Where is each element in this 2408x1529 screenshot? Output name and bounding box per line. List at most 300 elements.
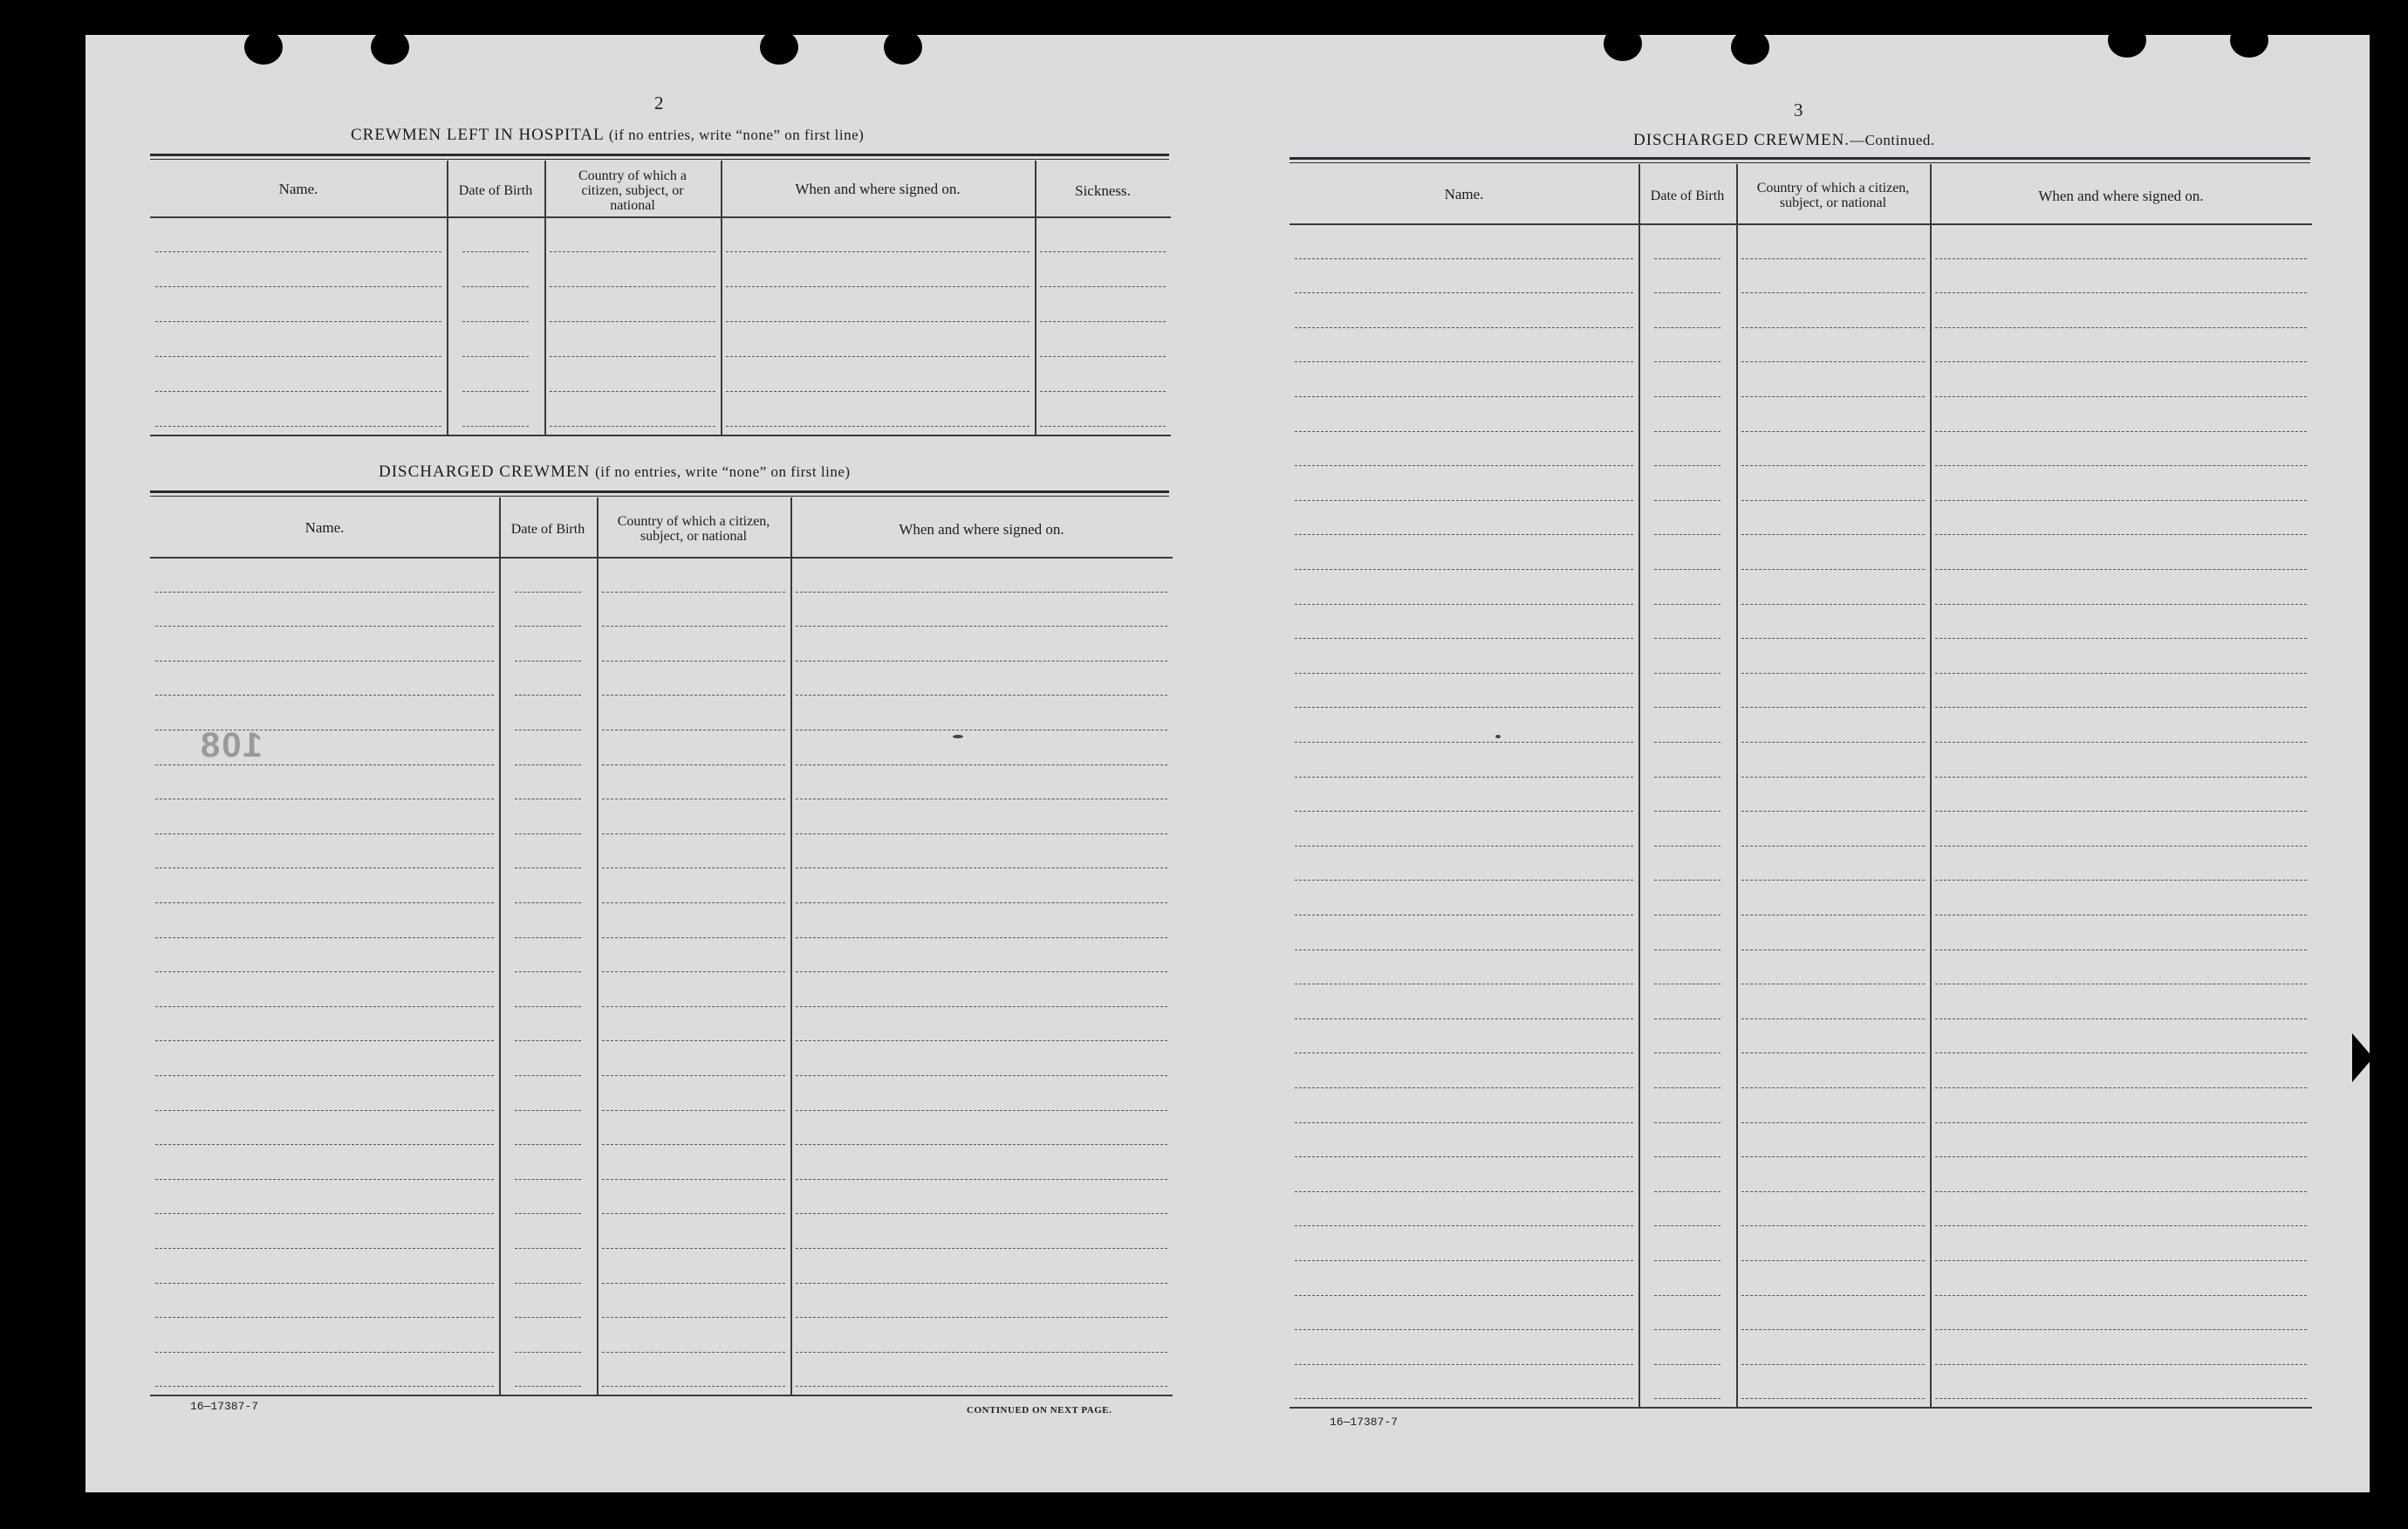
ruled-line bbox=[1741, 292, 1925, 293]
col-header-date-of-birth: Date of Birth bbox=[510, 521, 585, 537]
continued-next-page: CONTINUED ON NEXT PAGE. bbox=[967, 1405, 1112, 1416]
ruled-line bbox=[1295, 1156, 1633, 1157]
ruled-line bbox=[602, 626, 785, 627]
ruled-line bbox=[1741, 777, 1925, 778]
ruled-line bbox=[726, 391, 1030, 392]
ruled-line bbox=[1741, 880, 1925, 881]
discharged-continued-title bbox=[1633, 131, 1935, 150]
ruled-line bbox=[1741, 811, 1925, 812]
punch-hole bbox=[884, 30, 922, 65]
ruled-line bbox=[515, 1179, 581, 1180]
col-header-signed-on: When and where signed on. bbox=[795, 180, 961, 197]
ruled-line bbox=[155, 592, 494, 593]
ruled-line bbox=[796, 833, 1167, 834]
column-rule bbox=[790, 497, 792, 1395]
ruled-line bbox=[515, 833, 581, 834]
col-header-name: Name. bbox=[304, 518, 345, 536]
ruled-line bbox=[1654, 880, 1720, 881]
ruled-line bbox=[155, 1144, 494, 1145]
ruled-line bbox=[796, 1179, 1167, 1180]
punch-hole bbox=[760, 30, 798, 65]
ruled-line bbox=[155, 391, 441, 392]
hospital-section-title bbox=[351, 126, 864, 145]
ruled-line bbox=[1040, 391, 1166, 392]
ruled-line bbox=[1295, 1225, 1633, 1226]
ruled-line bbox=[515, 971, 581, 972]
discharged-table bbox=[150, 497, 1173, 1398]
ruled-line bbox=[1654, 1364, 1720, 1365]
ruled-line bbox=[1935, 1018, 2307, 1019]
ruled-line bbox=[1295, 534, 1633, 535]
column-rule bbox=[1638, 164, 1640, 1407]
ruled-line bbox=[796, 695, 1167, 696]
col-header-signed-on: When and where signed on. bbox=[899, 520, 1064, 538]
header-rule bbox=[150, 557, 1173, 559]
ruled-line bbox=[1295, 431, 1633, 432]
header-rule bbox=[150, 216, 1171, 218]
ruled-line bbox=[1295, 673, 1633, 674]
ruled-line bbox=[1935, 1364, 2307, 1365]
ruled-line bbox=[515, 764, 581, 765]
ruled-line bbox=[515, 592, 581, 593]
hospital-top-rule bbox=[150, 154, 1169, 160]
ruled-line bbox=[1741, 1018, 1925, 1019]
ruled-line bbox=[602, 1386, 785, 1387]
ruled-line bbox=[1654, 1225, 1720, 1226]
ruled-line bbox=[155, 426, 441, 427]
punch-hole bbox=[2230, 23, 2268, 58]
ruled-line bbox=[462, 391, 529, 392]
ruled-line bbox=[796, 1144, 1167, 1145]
ruled-line bbox=[1741, 742, 1925, 743]
ruled-line bbox=[1654, 1329, 1720, 1330]
ruled-line bbox=[1741, 1225, 1925, 1226]
ruled-line bbox=[515, 626, 581, 627]
ruled-line bbox=[1935, 1295, 2307, 1296]
ruled-line bbox=[1295, 1018, 1633, 1019]
ruled-line bbox=[550, 391, 715, 392]
ruled-line bbox=[515, 1075, 581, 1076]
hospital-table bbox=[150, 161, 1171, 436]
ruled-line bbox=[1295, 638, 1633, 639]
ruled-line bbox=[1654, 361, 1720, 362]
ruled-line bbox=[1295, 742, 1633, 743]
ruled-line bbox=[1295, 500, 1633, 501]
ruled-line bbox=[1741, 361, 1925, 362]
ruled-line bbox=[796, 1283, 1167, 1284]
ruled-line bbox=[1935, 777, 2307, 778]
ruled-line bbox=[515, 1006, 581, 1007]
ruled-line bbox=[1935, 258, 2307, 259]
ruled-line bbox=[1935, 569, 2307, 570]
ruled-line bbox=[726, 356, 1030, 357]
ruled-line bbox=[1040, 356, 1166, 357]
ruled-line bbox=[1295, 327, 1633, 328]
ruled-line bbox=[155, 661, 494, 662]
ruled-line bbox=[1040, 286, 1166, 287]
ruled-line bbox=[796, 764, 1167, 765]
ruled-line bbox=[550, 426, 715, 427]
ruled-line bbox=[515, 902, 581, 903]
ruled-line bbox=[1935, 1052, 2307, 1053]
ruled-line bbox=[1741, 638, 1925, 639]
punch-hole bbox=[1731, 30, 1769, 65]
ruled-line bbox=[515, 1110, 581, 1111]
ruled-line bbox=[462, 286, 529, 287]
ruled-line bbox=[796, 1006, 1167, 1007]
ruled-line bbox=[1654, 396, 1720, 397]
ruled-line bbox=[1935, 673, 2307, 674]
ruled-line bbox=[462, 251, 529, 252]
ruled-line bbox=[1741, 431, 1925, 432]
hospital-title-note: (if no entries, write “none” on first line) bbox=[608, 127, 865, 143]
ruled-line bbox=[1741, 258, 1925, 259]
ruled-line bbox=[155, 867, 494, 868]
ruled-line bbox=[1935, 500, 2307, 501]
ruled-line bbox=[1295, 604, 1633, 605]
ruled-line bbox=[602, 867, 785, 868]
ruled-line bbox=[726, 321, 1030, 322]
ink-speck bbox=[953, 735, 963, 738]
ruled-line bbox=[1040, 321, 1166, 322]
ruled-line bbox=[1654, 1295, 1720, 1296]
ruled-line bbox=[602, 971, 785, 972]
ruled-line bbox=[515, 1283, 581, 1284]
ruled-line bbox=[1654, 534, 1720, 535]
ruled-line bbox=[796, 867, 1167, 868]
ruled-line bbox=[1741, 569, 1925, 570]
ruled-line bbox=[1295, 777, 1633, 778]
column-rule bbox=[721, 161, 722, 435]
discharged-continued-title-text: DISCHARGED CREWMEN. bbox=[1633, 131, 1850, 149]
ruled-line bbox=[796, 971, 1167, 972]
ruled-line bbox=[1654, 1122, 1720, 1123]
ruled-line bbox=[1295, 846, 1633, 847]
ruled-line bbox=[602, 1317, 785, 1318]
ruled-line bbox=[1741, 1122, 1925, 1123]
ruled-line bbox=[796, 661, 1167, 662]
bottom-rule bbox=[1290, 1407, 2312, 1409]
ruled-line bbox=[1741, 500, 1925, 501]
ruled-line bbox=[796, 1075, 1167, 1076]
ruled-line bbox=[155, 1317, 494, 1318]
ruled-line bbox=[155, 971, 494, 972]
ruled-line bbox=[1654, 1052, 1720, 1053]
ruled-line bbox=[515, 1040, 581, 1041]
ruled-line bbox=[1654, 673, 1720, 674]
ruled-line bbox=[1741, 1260, 1925, 1261]
ruled-line bbox=[1295, 1295, 1633, 1296]
ruled-line bbox=[155, 1075, 494, 1076]
ruled-line bbox=[1935, 1122, 2307, 1123]
ruled-line bbox=[1935, 534, 2307, 535]
ruled-line bbox=[1935, 1225, 2307, 1226]
ruled-line bbox=[1654, 258, 1720, 259]
ruled-line bbox=[1654, 777, 1720, 778]
ruled-line bbox=[1935, 811, 2307, 812]
ruled-line bbox=[515, 867, 581, 868]
ruled-line bbox=[1295, 1260, 1633, 1261]
column-rule bbox=[1930, 164, 1932, 1407]
ruled-line bbox=[1295, 569, 1633, 570]
discharged-continued-table bbox=[1290, 164, 2312, 1410]
ruled-line bbox=[515, 661, 581, 662]
column-rule bbox=[597, 497, 599, 1395]
ruled-line bbox=[796, 626, 1167, 627]
ruled-line bbox=[1654, 604, 1720, 605]
ruled-line bbox=[1295, 1122, 1633, 1123]
page-number-right: 3 bbox=[1794, 99, 1803, 120]
ruled-line bbox=[155, 1179, 494, 1180]
col-header-country: Country of which a citizen, subject, or national bbox=[617, 514, 770, 544]
ruled-line bbox=[155, 1006, 494, 1007]
ruled-line bbox=[796, 1110, 1167, 1111]
ruled-line bbox=[1741, 673, 1925, 674]
ruled-line bbox=[1741, 1191, 1925, 1192]
form-number-left: 16—17387-7 bbox=[190, 1400, 259, 1413]
ruled-line bbox=[602, 937, 785, 938]
punch-hole bbox=[244, 30, 283, 65]
ruled-line bbox=[602, 833, 785, 834]
ruled-line bbox=[462, 356, 529, 357]
column-rule bbox=[1736, 164, 1738, 1407]
ruled-line bbox=[726, 426, 1030, 427]
ruled-line bbox=[1935, 1087, 2307, 1088]
ruled-line bbox=[1654, 1156, 1720, 1157]
ruled-line bbox=[1935, 1156, 2307, 1157]
ruled-line bbox=[1935, 638, 2307, 639]
ruled-line bbox=[1295, 1364, 1633, 1365]
col-header-name: Name. bbox=[278, 180, 318, 197]
ruled-line bbox=[550, 286, 715, 287]
ruled-line bbox=[515, 1386, 581, 1387]
ruled-line bbox=[515, 1352, 581, 1353]
ruled-line bbox=[155, 1352, 494, 1353]
punch-hole bbox=[2108, 23, 2146, 58]
ruled-line bbox=[515, 1144, 581, 1145]
page-number-left: 2 bbox=[654, 93, 664, 113]
ruled-line bbox=[726, 286, 1030, 287]
ruled-line bbox=[1295, 1052, 1633, 1053]
ruled-line bbox=[1654, 327, 1720, 328]
ruled-line bbox=[1295, 258, 1633, 259]
ruled-line bbox=[155, 356, 441, 357]
ruled-line bbox=[155, 1040, 494, 1041]
col-header-date-of-birth: Date of Birth bbox=[458, 182, 533, 198]
ruled-line bbox=[1295, 465, 1633, 466]
ruled-line bbox=[1741, 1087, 1925, 1088]
col-header-sickness: Sickness. bbox=[1075, 182, 1131, 199]
ruled-line bbox=[1295, 1087, 1633, 1088]
ruled-line bbox=[1295, 1329, 1633, 1330]
ruled-line bbox=[1654, 742, 1720, 743]
ruled-line bbox=[602, 1352, 785, 1353]
ruled-line bbox=[1654, 1087, 1720, 1088]
ruled-line bbox=[1040, 251, 1166, 252]
ruled-line bbox=[1741, 1156, 1925, 1157]
ruled-line bbox=[1654, 1260, 1720, 1261]
discharged-title-note: (if no entries, write “none” on first line) bbox=[595, 463, 851, 480]
ruled-line bbox=[1654, 500, 1720, 501]
ruled-line bbox=[1741, 1295, 1925, 1296]
ruled-line bbox=[1295, 1191, 1633, 1192]
ruled-line bbox=[155, 902, 494, 903]
ruled-line bbox=[1935, 292, 2307, 293]
ruled-line bbox=[796, 1213, 1167, 1214]
ruled-line bbox=[1935, 1329, 2307, 1330]
bottom-rule bbox=[150, 1395, 1173, 1396]
col-header-date-of-birth: Date of Birth bbox=[1650, 188, 1725, 203]
ruled-line bbox=[155, 695, 494, 696]
ruled-line bbox=[155, 1110, 494, 1111]
ruled-line bbox=[602, 695, 785, 696]
ruled-line bbox=[602, 592, 785, 593]
ruled-line bbox=[796, 592, 1167, 593]
ruled-line bbox=[155, 286, 441, 287]
ruled-line bbox=[1295, 811, 1633, 812]
ruled-line bbox=[602, 1040, 785, 1041]
ruled-line bbox=[1741, 1398, 1925, 1399]
ruled-line bbox=[796, 1040, 1167, 1041]
ruled-line bbox=[1935, 604, 2307, 605]
ruled-line bbox=[1935, 327, 2307, 328]
column-rule bbox=[1035, 161, 1036, 435]
ruled-line bbox=[155, 1386, 494, 1387]
ruled-line bbox=[602, 1213, 785, 1214]
column-rule bbox=[544, 161, 546, 435]
discharged-section-title bbox=[379, 463, 851, 482]
ruled-line bbox=[796, 1386, 1167, 1387]
column-rule bbox=[447, 161, 448, 435]
ruled-line bbox=[796, 1317, 1167, 1318]
ruled-line bbox=[515, 937, 581, 938]
ruled-line bbox=[1741, 465, 1925, 466]
ruled-line bbox=[726, 251, 1030, 252]
ruled-line bbox=[155, 1213, 494, 1214]
ruled-line bbox=[155, 1283, 494, 1284]
col-header-country: Country of which a citizen, subject, or national bbox=[1756, 181, 1910, 210]
ruled-line bbox=[155, 1248, 494, 1249]
discharged-top-rule bbox=[150, 490, 1169, 497]
ruled-line bbox=[1741, 707, 1925, 708]
bottom-rule bbox=[150, 435, 1171, 436]
ruled-line bbox=[1295, 880, 1633, 881]
ruled-line bbox=[515, 695, 581, 696]
ruled-line bbox=[1295, 396, 1633, 397]
ruled-line bbox=[602, 1283, 785, 1284]
column-rule bbox=[499, 497, 501, 1395]
ruled-line bbox=[1741, 846, 1925, 847]
ruled-line bbox=[796, 1352, 1167, 1353]
ruled-line bbox=[155, 626, 494, 627]
ruled-line bbox=[602, 764, 785, 765]
ruled-line bbox=[602, 1075, 785, 1076]
ruled-line bbox=[1935, 1260, 2307, 1261]
ruled-line bbox=[602, 1248, 785, 1249]
ruled-line bbox=[1935, 431, 2307, 432]
ruled-line bbox=[1654, 431, 1720, 432]
ruled-line bbox=[462, 321, 529, 322]
ruled-line bbox=[1295, 707, 1633, 708]
ruled-line bbox=[1935, 742, 2307, 743]
ruled-line bbox=[1654, 1398, 1720, 1399]
ruled-line bbox=[1935, 1191, 2307, 1192]
ruled-line bbox=[1654, 1018, 1720, 1019]
ruled-line bbox=[550, 321, 715, 322]
ruled-line bbox=[155, 251, 441, 252]
ruled-line bbox=[1654, 811, 1720, 812]
ruled-line bbox=[1654, 1191, 1720, 1192]
col-header-name: Name. bbox=[1444, 185, 1484, 202]
ruled-line bbox=[796, 937, 1167, 938]
ruled-line bbox=[602, 902, 785, 903]
col-header-signed-on: When and where signed on. bbox=[2038, 187, 2204, 204]
ruled-line bbox=[1654, 846, 1720, 847]
ruled-line bbox=[1935, 846, 2307, 847]
ruled-line bbox=[1295, 361, 1633, 362]
ruled-line bbox=[550, 356, 715, 357]
ruled-line bbox=[1654, 465, 1720, 466]
stamp-mark: 108 bbox=[199, 726, 263, 764]
ruled-line bbox=[155, 833, 494, 834]
ruled-line bbox=[1935, 707, 2307, 708]
hospital-title-text: CREWMEN LEFT IN HOSPITAL bbox=[351, 126, 605, 144]
ruled-line bbox=[1654, 569, 1720, 570]
ruled-line bbox=[796, 902, 1167, 903]
ruled-line bbox=[1935, 361, 2307, 362]
ruled-line bbox=[1741, 1052, 1925, 1053]
ruled-line bbox=[602, 1144, 785, 1145]
punch-hole bbox=[371, 30, 409, 65]
ruled-line bbox=[1741, 396, 1925, 397]
ruled-line bbox=[1654, 292, 1720, 293]
ruled-line bbox=[1741, 534, 1925, 535]
header-rule bbox=[1290, 223, 2312, 225]
ruled-line bbox=[1935, 880, 2307, 881]
right-top-rule bbox=[1290, 157, 2310, 163]
ruled-line bbox=[515, 1213, 581, 1214]
discharged-title-text: DISCHARGED CREWMEN bbox=[379, 463, 591, 481]
ruled-line bbox=[1295, 292, 1633, 293]
ruled-line bbox=[155, 321, 441, 322]
ruled-line bbox=[462, 426, 529, 427]
ruled-line bbox=[1935, 465, 2307, 466]
ruled-line bbox=[602, 661, 785, 662]
page-notch bbox=[2352, 1033, 2373, 1082]
ruled-line bbox=[1295, 1398, 1633, 1399]
ruled-line bbox=[1741, 327, 1925, 328]
form-number-right: 16—17387-7 bbox=[1330, 1416, 1399, 1429]
ruled-line bbox=[155, 937, 494, 938]
ruled-line bbox=[602, 1006, 785, 1007]
ruled-line bbox=[1654, 638, 1720, 639]
ruled-line bbox=[1935, 396, 2307, 397]
ruled-line bbox=[1741, 604, 1925, 605]
ruled-line bbox=[1741, 1329, 1925, 1330]
ruled-line bbox=[1741, 1364, 1925, 1365]
punch-hole bbox=[1604, 26, 1642, 61]
ruled-line bbox=[1654, 707, 1720, 708]
ruled-line bbox=[602, 1179, 785, 1180]
ruled-line bbox=[515, 1317, 581, 1318]
ruled-line bbox=[1040, 426, 1166, 427]
ruled-line bbox=[550, 251, 715, 252]
col-header-country: Country of which a citizen, subject, or national bbox=[578, 168, 687, 213]
ruled-line bbox=[796, 1248, 1167, 1249]
ruled-line bbox=[1935, 1398, 2307, 1399]
ruled-line bbox=[515, 1248, 581, 1249]
discharged-continued-suffix: —Continued. bbox=[1850, 132, 1935, 148]
